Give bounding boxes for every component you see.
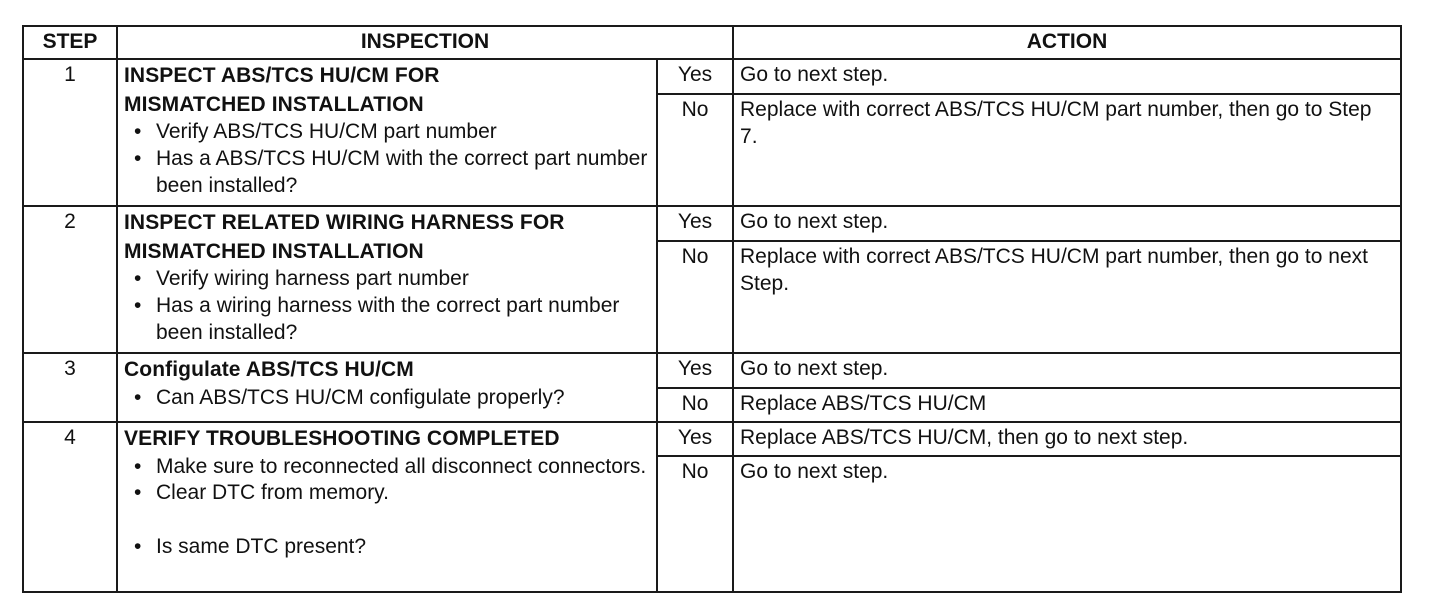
- inspection-title-line: INSPECT RELATED WIRING HARNESS FOR: [124, 211, 565, 234]
- bullet-item: [124, 266, 650, 293]
- inspection-cell: [117, 59, 657, 206]
- bullet-item: [124, 293, 650, 347]
- yes-label: Yes: [657, 59, 733, 94]
- bullet-item: [124, 385, 650, 412]
- yes-action: Go to next step.: [733, 206, 1401, 241]
- bullet-icon: •: [134, 454, 142, 478]
- bullet-item: [124, 454, 650, 481]
- bullet-icon: •: [134, 267, 142, 291]
- troubleshooting-table: [22, 25, 1402, 593]
- inspection-cell: [117, 353, 657, 422]
- table-row: [23, 353, 1401, 388]
- inspection-bullets: [124, 454, 650, 562]
- header-step: STEP: [23, 26, 117, 59]
- inspection-title: [124, 425, 650, 454]
- inspection-bullets: [124, 266, 650, 347]
- header-action: ACTION: [733, 26, 1401, 59]
- bullet-text: Is same DTC present?: [156, 535, 367, 559]
- bullet-icon: •: [134, 146, 142, 170]
- inspection-title: [124, 62, 650, 119]
- no-action: Replace with correct ABS/TCS HU/CM part number, then go to Step 7.: [733, 94, 1401, 206]
- step-number: 2: [23, 206, 117, 353]
- bullet-text: Verify ABS/TCS HU/CM part number: [156, 120, 497, 144]
- yes-label: Yes: [657, 422, 733, 456]
- inspection-bullets: [124, 385, 650, 412]
- no-label: No: [657, 456, 733, 592]
- yes-action: Go to next step.: [733, 59, 1401, 94]
- bullet-text: Verify wiring harness part number: [156, 267, 469, 291]
- yes-label: Yes: [657, 353, 733, 388]
- bullet-item: [124, 119, 650, 146]
- no-action: Go to next step.: [733, 456, 1401, 592]
- table-row: [23, 59, 1401, 94]
- no-label: No: [657, 94, 733, 206]
- bullet-icon: •: [134, 481, 142, 505]
- troubleshooting-table-container: [22, 25, 1400, 591]
- bullet-icon: •: [134, 293, 142, 317]
- inspection-title: [124, 209, 650, 266]
- bullet-icon: •: [134, 385, 142, 409]
- bullet-icon: •: [134, 120, 142, 144]
- step-number: 4: [23, 422, 117, 592]
- header-row: [23, 26, 1401, 59]
- bullet-text: Can ABS/TCS HU/CM configulate properly?: [156, 385, 565, 409]
- inspection-title: [124, 356, 650, 385]
- bullet-text: Has a wiring harness with the correct part number been installed?: [156, 293, 620, 344]
- inspection-title-line: INSPECT ABS/TCS HU/CM FOR: [124, 64, 440, 87]
- yes-action: Replace ABS/TCS HU/CM, then go to next step.: [733, 422, 1401, 456]
- inspection-title-line: Configulate ABS/TCS HU/CM: [124, 358, 414, 381]
- bullet-text: Clear DTC from memory.: [156, 481, 389, 505]
- yes-label: Yes: [657, 206, 733, 241]
- inspection-cell: [117, 206, 657, 353]
- table-row: [23, 206, 1401, 241]
- bullet-item: [124, 534, 650, 561]
- header-inspection: INSPECTION: [117, 26, 733, 59]
- step-number: 3: [23, 353, 117, 422]
- no-label: No: [657, 241, 733, 353]
- bullet-item: [124, 480, 650, 507]
- inspection-bullets: [124, 119, 650, 200]
- inspection-title-line: MISMATCHED INSTALLATION: [124, 239, 424, 263]
- bullet-icon: •: [134, 535, 142, 559]
- bullet-text: Make sure to reconnected all disconnect connectors.: [156, 454, 647, 478]
- step-number: 1: [23, 59, 117, 206]
- bullet-text: Has a ABS/TCS HU/CM with the correct part number been installed?: [156, 146, 648, 197]
- bullet-item: [124, 146, 650, 200]
- no-action: Replace with correct ABS/TCS HU/CM part number, then go to next Step.: [733, 241, 1401, 353]
- inspection-title-line: VERIFY TROUBLESHOOTING COMPLETED: [124, 427, 560, 450]
- inspection-cell: [117, 422, 657, 592]
- table-row: [23, 422, 1401, 456]
- no-label: No: [657, 388, 733, 422]
- no-action: Replace ABS/TCS HU/CM: [733, 388, 1401, 422]
- yes-action: Go to next step.: [733, 353, 1401, 388]
- inspection-title-line: MISMATCHED INSTALLATION: [124, 92, 424, 116]
